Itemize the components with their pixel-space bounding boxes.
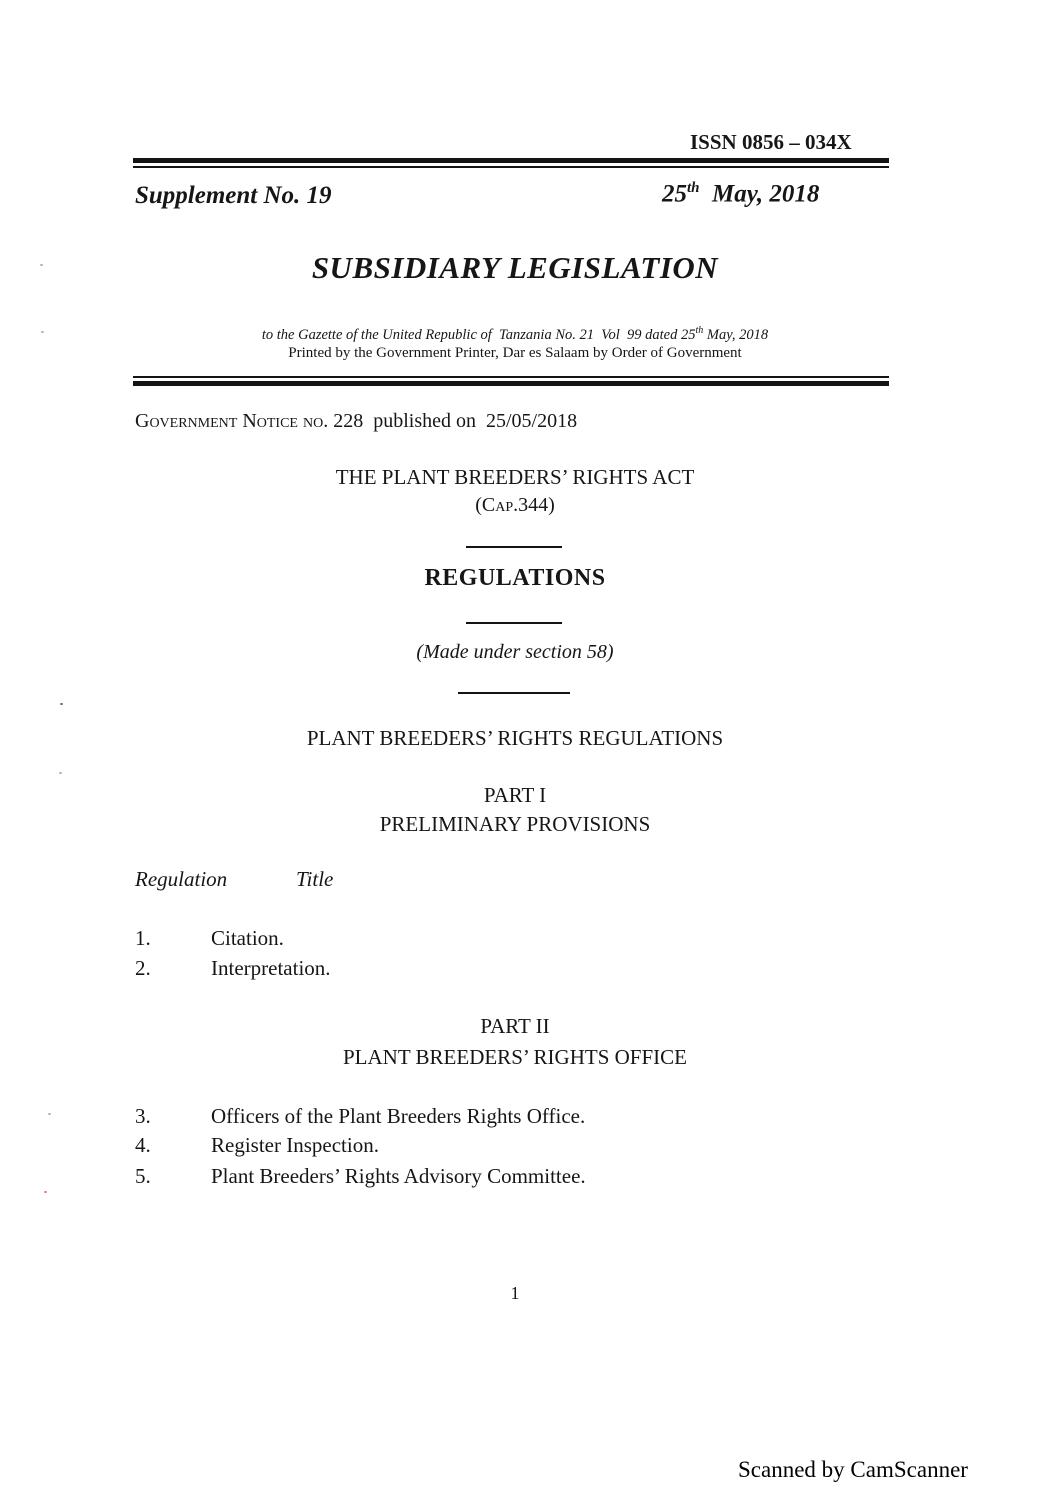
regulation-title: Officers of the Plant Breeders Rights Office.: [211, 1104, 586, 1128]
header-top-rule-thin: [133, 166, 889, 168]
part-name: PLANT BREEDERS’ RIGHTS OFFICE: [342, 1045, 687, 1069]
subsidiary-legislation-title: SUBSIDIARY LEGISLATION: [311, 250, 719, 285]
regulation-number: 5.: [135, 1164, 151, 1188]
part-name: PRELIMINARY PROVISIONS: [379, 812, 651, 836]
scan-speck: [48, 1113, 51, 1115]
page-number: 1: [510, 1283, 520, 1303]
regulation-number: 1.: [135, 926, 151, 950]
column-header-regulation: Regulation: [135, 867, 228, 891]
supplement-number: Supplement No. 19: [135, 182, 332, 209]
regulations-heading: REGULATIONS: [424, 565, 606, 591]
supplement-date: 25th May, 2018: [662, 180, 820, 208]
government-notice: Government Notice no. 228 published on 25/05/2018: [135, 410, 578, 432]
act-chapter: (Cap.344): [475, 494, 555, 516]
regulation-number: 3.: [135, 1104, 151, 1128]
header-bottom-rule-thick: [133, 381, 889, 386]
divider-rule: [466, 546, 562, 548]
regulation-title: Citation.: [211, 926, 284, 950]
part-heading: PART II: [480, 1014, 550, 1038]
part-heading: PART I: [483, 783, 547, 807]
scan-speck: [41, 331, 44, 333]
scan-speck: [40, 264, 43, 266]
column-header-title: Title: [296, 867, 334, 891]
regulations-title: PLANT BREEDERS’ RIGHTS REGULATIONS: [306, 726, 724, 750]
made-under-section: (Made under section 58): [416, 641, 614, 663]
divider-rule: [458, 692, 570, 694]
scanner-watermark: Scanned by CamScanner: [738, 1457, 968, 1482]
regulation-title: Interpretation.: [211, 956, 331, 980]
regulation-title: Register Inspection.: [211, 1133, 379, 1157]
printer-line: Printed by the Government Printer, Dar es Salaam by Order of Government: [288, 345, 742, 361]
scan-speck: [59, 772, 62, 774]
regulation-number: 4.: [135, 1133, 151, 1157]
gazette-reference: to the Gazette of the United Republic of Tanzania No. 21 Vol 99 dated 25th May, 2018: [261, 325, 769, 343]
header-bottom-rule-thin: [133, 376, 889, 378]
header-top-rule-thick: [133, 158, 889, 163]
scan-speck: [44, 1191, 47, 1193]
divider-rule: [466, 622, 562, 624]
regulation-number: 2.: [135, 956, 151, 980]
regulation-title: Plant Breeders’ Rights Advisory Committee.: [211, 1164, 586, 1188]
issn-number: ISSN 0856 – 034X: [690, 130, 852, 154]
scan-speck: [60, 703, 63, 705]
act-title: THE PLANT BREEDERS’ RIGHTS ACT: [335, 465, 695, 489]
